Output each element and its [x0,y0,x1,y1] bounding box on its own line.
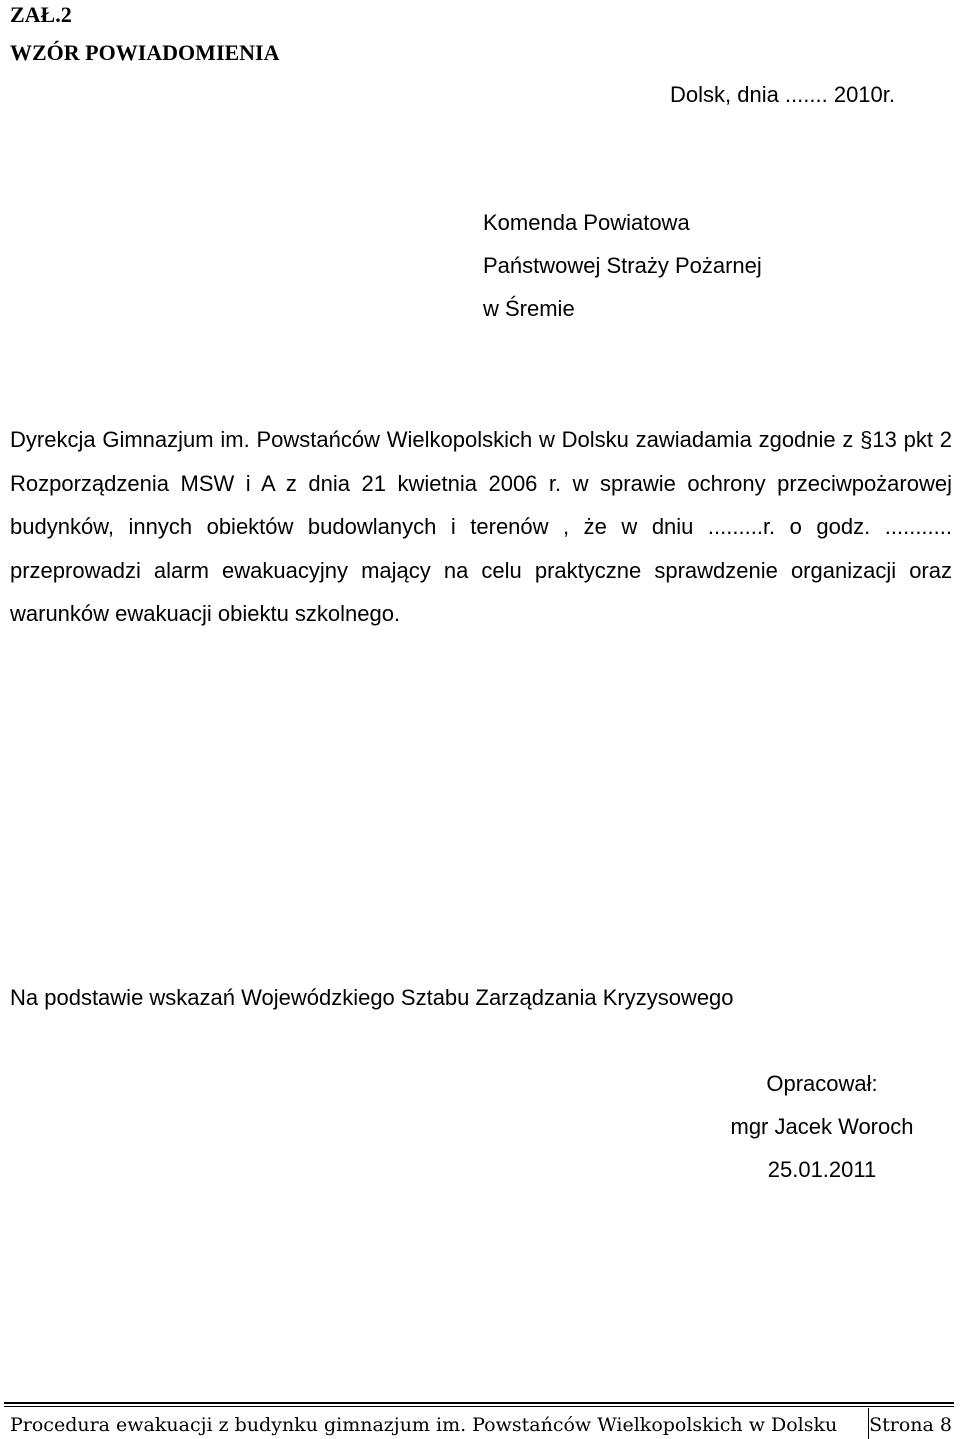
attachment-label: ZAŁ.2 [10,2,72,27]
legal-basis-line: Na podstawie wskazań Wojewódzkiego Sztabu Zarządzania Kryzysowego [10,985,734,1010]
footer-divider-thin [4,1406,954,1407]
signature-label: Opracował: [766,1071,878,1096]
signature-name: mgr Jacek Woroch [730,1114,914,1139]
footer-page-number: Strona 8 [869,1414,952,1436]
place-date-line: Dolsk, dnia ....... 2010r. [670,82,896,107]
signature-date: 25.01.2011 [767,1157,877,1182]
notification-body: Dyrekcja Gimnazjum im. Powstańców Wielkopolskich w Dolsku zawiadamia zgodnie z §13 pkt 2 Rozporządzenia MSW i A z dnia 21 kwietnia 2006 r. w sprawie ochrony przeciwpożarowej budynków, innych obiektów budowlanych i terenów , że w dniu .........r. o godz. ........... przeprowadzi alarm ewakuacyjny mający na celu praktyczne sprawdzenie organizacji oraz warunków ewakuacji obiektu szkolnego. [10,427,952,626]
recipient-line-2: Państwowej Straży Pożarnej [483,253,762,278]
form-title: WZÓR POWIADOMIENIA [10,40,280,65]
recipient-line-1: Komenda Powiatowa [483,210,690,235]
footer-document-title: Procedura ewakuacji z budynku gimnazjum im. Powstańców Wielkopolskich w Dolsku [10,1414,838,1436]
recipient-line-3: w Śremie [483,296,575,321]
footer-divider [4,1402,954,1404]
